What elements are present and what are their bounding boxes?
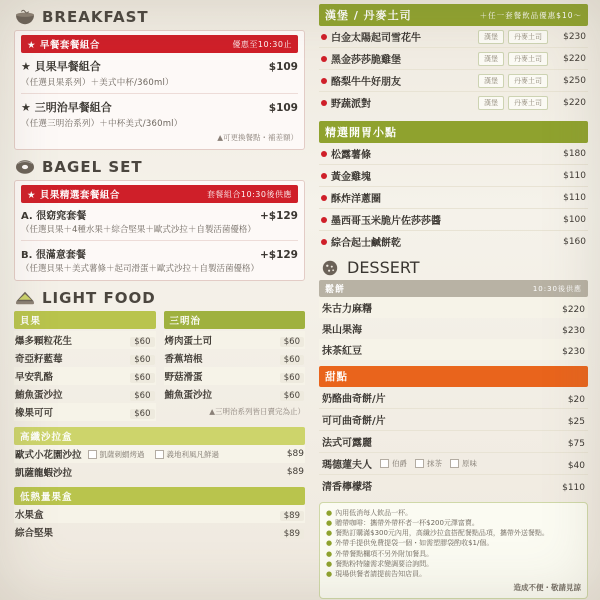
item-price: $60 — [130, 391, 154, 401]
list-item[interactable] — [319, 453, 588, 474]
item-price: $40 — [567, 461, 585, 471]
option-label: 義地利風凡鮮過 — [166, 449, 220, 459]
option-burger[interactable]: 漢堡 — [478, 96, 504, 110]
combo-desc: （任選三明治系列）＋中杯美式/360ml） — [21, 119, 183, 129]
item-name: 清香檸檬塔 — [322, 482, 372, 493]
note-line: ● 贈帶咖啡：攜帶外帶杯者一杯$200元澤富賣。 — [326, 519, 479, 528]
option-label: 凱薩刺蝟烤過 — [99, 449, 145, 459]
item-name: 早安乳酪 — [15, 372, 54, 383]
option-label: 抹茶 — [427, 459, 442, 468]
bullet-icon — [321, 151, 327, 157]
note-line: ● 外帶手提供免費提袋一個・如需塑膠袋酌收$1/個。 — [326, 539, 494, 548]
bullet-icon — [321, 34, 327, 40]
item-price: $89 — [280, 529, 304, 539]
item-name: 凱薩龍蝦沙拉 — [15, 468, 73, 479]
breakfast-title: BREAKFAST — [42, 8, 149, 26]
breakfast-combo-bar — [21, 35, 298, 53]
item-price: $230 — [563, 31, 586, 42]
checkbox-icon[interactable] — [155, 450, 164, 459]
dessert-title: DESSERT — [347, 258, 420, 277]
item-name: 橡果可可 — [15, 408, 54, 419]
appetizer-section-header — [319, 121, 588, 143]
item-price: $160 — [563, 236, 586, 247]
option-toast[interactable]: 丹麥土司 — [508, 74, 548, 88]
list-item[interactable] — [319, 26, 588, 47]
list-item[interactable] — [319, 387, 588, 408]
list-item[interactable] — [319, 209, 588, 230]
right-column — [313, 0, 600, 600]
list-item[interactable] — [14, 523, 305, 541]
bagel-set-item[interactable] — [21, 246, 298, 274]
option-toast[interactable]: 丹麥土司 — [508, 30, 548, 44]
bagel-icon — [14, 158, 36, 176]
list-item[interactable] — [319, 339, 588, 360]
note-line: ● 餐點訂購滿$300元內用，高纖沙拉盒搭配餐點品項，攜帶外送餐點。 — [326, 529, 549, 538]
option-burger[interactable]: 漢堡 — [478, 30, 504, 44]
option-toast[interactable]: 丹麥土司 — [508, 52, 548, 66]
lightfood-title: LIGHT FOOD — [42, 289, 156, 307]
bagel-combo-label: ★ 貝果精選套餐組合 — [27, 190, 120, 201]
note-text: 內用低消每人飲品一杯。 — [335, 509, 413, 517]
waffle-group-title: 鬆餅 — [325, 285, 346, 295]
combo-name: ★ 三明治早餐組合 — [21, 101, 112, 114]
lightfood-bagel-column — [14, 311, 156, 421]
burger-section-note: ＋任一套餐飲品優惠$10～ — [479, 10, 582, 20]
item-price: $230 — [562, 326, 585, 336]
list-item[interactable] — [319, 431, 588, 452]
item-name: 烤肉蛋土司 — [164, 336, 213, 347]
breakfast-combo-note: 優惠至10:30止 — [232, 39, 292, 49]
breakfast-combo-item[interactable] — [21, 99, 298, 129]
item-price: $60 — [280, 391, 304, 401]
list-item[interactable] — [319, 187, 588, 208]
lightfood-tables — [14, 311, 305, 541]
waffle-list — [319, 297, 588, 360]
item-price: $60 — [130, 337, 154, 347]
bullet-icon — [321, 100, 327, 106]
bullet-icon — [321, 56, 327, 62]
item-price: $60 — [130, 409, 154, 419]
combo-desc: （任選貝果系列）＋美式中杯/360ml） — [21, 78, 174, 88]
note-line: ● 外帶餐點欄項不另外附加餐具。 — [326, 549, 434, 558]
breakfast-heading — [14, 8, 305, 26]
bullet-icon — [321, 78, 327, 84]
item-options[interactable] — [380, 458, 568, 469]
item-price: $180 — [563, 148, 586, 159]
item-price: $60 — [130, 373, 154, 383]
item-name: 奶酪曲奇餅/片 — [322, 394, 386, 405]
item-name: 野蔬派對 — [331, 99, 371, 110]
sandwich-footnote: ▲三明治系列皆日賣完為止） — [209, 407, 305, 416]
item-name: 香蕉培根 — [164, 354, 203, 365]
item-name: 歐式小花園沙拉 — [15, 450, 82, 461]
combo-price: $109 — [268, 61, 298, 73]
list-item[interactable] — [164, 367, 306, 385]
list-item[interactable] — [14, 463, 305, 481]
notes-box — [319, 502, 588, 599]
divider — [21, 240, 298, 241]
category-sandwich: 三明治 — [164, 311, 306, 329]
item-price: $100 — [563, 214, 586, 225]
option-label: 原味 — [462, 459, 477, 468]
bullet-icon — [321, 173, 327, 179]
option-choice[interactable] — [415, 458, 442, 469]
item-name: 野菇滑蛋 — [164, 372, 203, 383]
bagel-set-name: B. 很滿意套餐 — [21, 250, 86, 261]
bagel-set-item[interactable] — [21, 207, 298, 235]
option-burger[interactable]: 漢堡 — [478, 52, 504, 66]
breakfast-combo-label: ★ 早餐套餐組合 — [27, 40, 100, 51]
list-item[interactable] — [319, 48, 588, 69]
item-name: 酪梨牛牛好朋友 — [331, 77, 401, 88]
item-name: 瑪德蓮夫人 — [322, 460, 372, 471]
list-item[interactable] — [319, 475, 588, 496]
item-name: 水果盒 — [15, 510, 44, 521]
item-price: $110 — [563, 192, 586, 203]
bagel-title: BAGEL SET — [42, 158, 143, 176]
item-price: $220 — [563, 53, 586, 64]
list-item[interactable] — [319, 143, 588, 164]
list-item[interactable] — [319, 70, 588, 91]
list-item[interactable] — [319, 231, 588, 252]
bullet-icon — [321, 217, 327, 223]
item-price: $75 — [567, 439, 585, 449]
fruitbox-section — [14, 487, 305, 541]
note-text: 外帶餐點欄項不另外附加餐具。 — [335, 549, 434, 558]
list-item[interactable] — [164, 331, 306, 349]
list-item[interactable] — [319, 297, 588, 318]
checkbox-icon[interactable] — [380, 459, 389, 468]
category-fruitbox: 低熱量果盒 — [14, 487, 305, 505]
note-text: 餐點訂購滿$300元內用，高纖沙拉盒搭配餐點品項，攜帶外送餐點。 — [335, 529, 549, 538]
item-name: 奇亞籽藍莓 — [15, 354, 63, 365]
option-choice[interactable] — [155, 449, 220, 460]
bagel-combo-bar — [21, 185, 298, 203]
item-price: $60 — [280, 373, 304, 383]
bagel-set-price: +$129 — [259, 249, 298, 261]
list-item[interactable] — [14, 385, 156, 403]
appetizer-section-title: 精選開胃小點 — [325, 126, 397, 139]
item-price: $89 — [286, 467, 304, 477]
burger-section-title: 漢堡 / 丹麥土司 — [325, 9, 412, 22]
item-name: 松露薯條 — [331, 150, 371, 161]
item-name: 果山果海 — [322, 325, 362, 336]
combo-price: $109 — [268, 102, 298, 114]
sweets-group-title: 甜點 — [325, 371, 348, 383]
sandwich-icon — [14, 289, 36, 307]
sweets-group-header — [319, 366, 588, 387]
item-name: 法式可露麗 — [322, 438, 372, 449]
item-price: $60 — [280, 337, 304, 347]
bagel-heading — [14, 158, 305, 176]
cookie-icon — [319, 259, 341, 277]
dessert-heading — [319, 258, 588, 277]
list-item[interactable] — [164, 385, 306, 403]
item-name: 酥炸洋蔥圈 — [331, 194, 381, 205]
bagel-set-name: A. 很窈窕套餐 — [21, 211, 87, 222]
divider — [21, 93, 298, 94]
breakfast-combo-item[interactable] — [21, 58, 298, 88]
item-options[interactable] — [88, 449, 264, 460]
bowl-icon — [14, 8, 36, 26]
option-choice[interactable] — [450, 458, 477, 469]
checkbox-icon[interactable] — [450, 459, 459, 468]
waffle-group-note: 10:30後供應 — [532, 284, 582, 293]
note-line: ● 餐點粉特隨需求變調要洽詢問。 — [326, 559, 434, 568]
item-price: $20 — [567, 395, 585, 405]
item-name: 鮪魚蛋沙拉 — [15, 390, 63, 401]
list-item[interactable] — [14, 403, 156, 421]
bullet-icon — [321, 239, 327, 245]
item-name: 鮪魚蛋沙拉 — [164, 390, 213, 401]
option-label: 伯爵 — [392, 459, 407, 468]
waffle-group-header — [319, 280, 588, 297]
item-name: 朱古力麻糬 — [322, 304, 372, 315]
bagel-set-desc: （任選貝果＋4種水果＋綜合堅果＋歐式沙拉＋自製活菌優格） — [21, 225, 256, 235]
item-price: $220 — [563, 97, 586, 108]
burger-section-header — [319, 4, 588, 26]
item-price: $110 — [563, 170, 586, 181]
breakfast-footnote: ▲可更換餐點・補差額） — [217, 133, 298, 142]
checkbox-icon[interactable] — [415, 459, 424, 468]
list-item[interactable] — [319, 409, 588, 430]
item-price: $60 — [130, 355, 154, 365]
item-name: 白金太陽起司雪花牛 — [331, 33, 421, 44]
list-item[interactable] — [319, 165, 588, 186]
item-price: $25 — [567, 417, 585, 427]
note-line: ● 現場供餐者請提前告知店員。 — [326, 569, 427, 578]
item-name: 綜合堅果 — [15, 528, 54, 539]
notes-footer: 造成不便・敬請見諒 — [513, 582, 581, 592]
option-toast[interactable]: 丹麥土司 — [508, 96, 548, 110]
list-item[interactable] — [164, 349, 306, 367]
item-name: 可可曲奇餅/片 — [322, 416, 386, 427]
bagel-set-desc: （任選貝果＋美式薯條＋起司滑蛋＋歐式沙拉＋自製活菌優格） — [21, 264, 260, 274]
item-name: 黃金雞塊 — [331, 172, 371, 183]
note-text: 贈帶咖啡：攜帶外帶杯者一杯$200元澤富賣。 — [335, 519, 479, 528]
checkbox-icon[interactable] — [88, 450, 97, 459]
item-price: $89 — [286, 449, 304, 459]
list-item[interactable] — [14, 445, 305, 463]
item-name: 爆多顆粒花生 — [15, 336, 73, 347]
item-price: $60 — [280, 355, 304, 365]
sweets-list — [319, 387, 588, 496]
item-price: $89 — [280, 511, 304, 521]
list-item[interactable] — [14, 349, 156, 367]
list-item[interactable] — [319, 318, 588, 339]
bullet-icon — [321, 195, 327, 201]
breakfast-combo-panel — [14, 30, 305, 150]
category-bagel: 貝果 — [14, 311, 156, 329]
bagel-set-price: +$129 — [259, 210, 298, 222]
item-price: $250 — [563, 75, 586, 86]
item-price: $220 — [562, 305, 585, 315]
item-name: 綜合起士鹹餅乾 — [331, 238, 401, 249]
combo-name: ★ 貝果早餐組合 — [21, 60, 101, 73]
option-choice[interactable] — [380, 458, 407, 469]
bagel-combo-note: 套餐組合10:30後供應 — [206, 189, 292, 199]
list-item[interactable] — [14, 331, 156, 349]
note-text: 餐點粉特隨需求變調要洽詢問。 — [335, 559, 434, 568]
item-name: 墨西哥玉米脆片佐莎莎醬 — [331, 216, 441, 227]
item-price: $230 — [562, 347, 585, 357]
burger-list — [319, 26, 588, 113]
option-choice[interactable] — [88, 449, 145, 460]
item-price: $110 — [562, 483, 585, 493]
category-salad: 高纖沙拉盒 — [14, 427, 305, 445]
bagel-combo-panel — [14, 180, 305, 281]
note-text: 外帶手提供免費提袋一個・如需塑膠袋酌收$1/個。 — [335, 539, 494, 548]
list-item[interactable] — [14, 505, 305, 523]
note-line: ● 內用低消每人飲品一杯。 — [326, 509, 413, 517]
item-name: 抹茶紅豆 — [322, 346, 362, 357]
lightfood-heading — [14, 289, 305, 307]
item-name: 黑金莎莎脆雞堡 — [331, 55, 401, 66]
list-item[interactable] — [319, 92, 588, 113]
salad-section — [14, 427, 305, 481]
note-text: 現場供餐者請提前告知店員。 — [335, 569, 427, 578]
lightfood-sandwich-column — [164, 311, 306, 421]
list-item[interactable] — [14, 367, 156, 385]
appetizer-list — [319, 143, 588, 252]
option-burger[interactable]: 漢堡 — [478, 74, 504, 88]
